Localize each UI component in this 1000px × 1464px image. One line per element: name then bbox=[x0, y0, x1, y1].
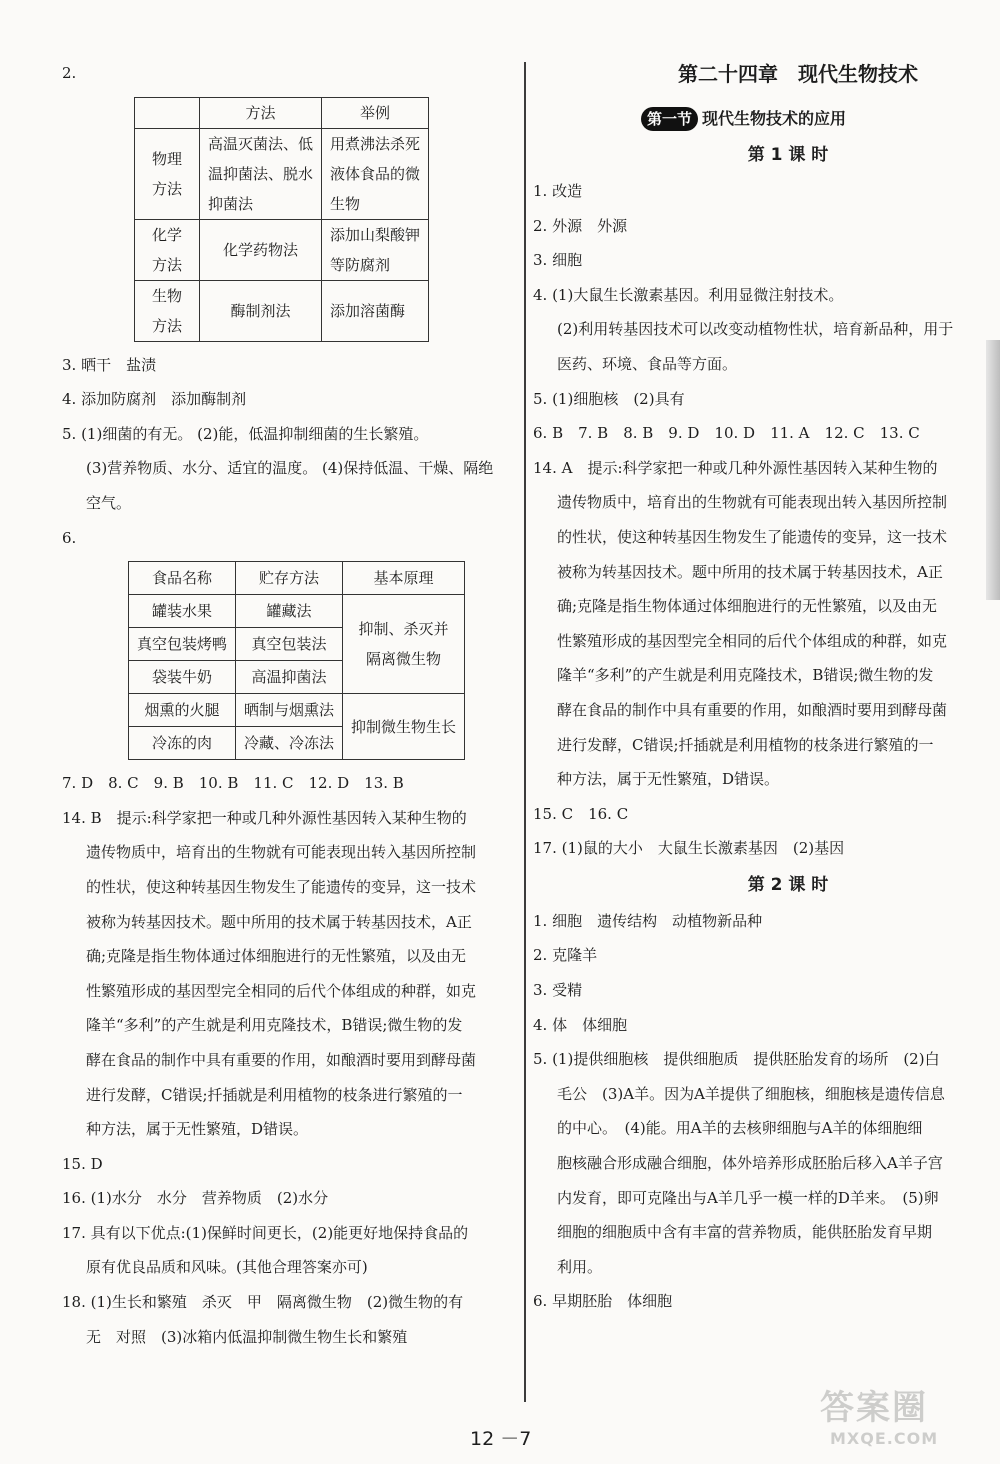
answer-line: 酵在食品的制作中具有重要的作用，如酿酒时要用到酵母菌 bbox=[86, 1050, 477, 1069]
row-label-chemical: 化学 方法 bbox=[135, 219, 200, 280]
food-cell: 真空包装烤鸭 bbox=[129, 628, 236, 661]
answer-line: 6. bbox=[62, 528, 77, 547]
question-2-label: 2. bbox=[62, 64, 77, 82]
answer-line: 2. 克隆羊 bbox=[533, 946, 598, 965]
answer-line: 3. 细胞 bbox=[533, 251, 583, 270]
answer-line: 1. 改造 bbox=[533, 182, 583, 200]
answer-line: 18. (1)生长和繁殖 杀灭 甲 隔离微生物 (2)微生物的有 bbox=[62, 1293, 464, 1312]
table-row bbox=[135, 128, 429, 219]
table2-header-method: 贮存方法 bbox=[236, 562, 343, 595]
answer-line: 原有优良品质和风味。(其他合理答案亦可) bbox=[86, 1258, 368, 1277]
food-storage-table bbox=[128, 561, 465, 760]
answer-line: 5. (1)细菌的有无。 (2)能，低温抑制细菌的生长繁殖。 bbox=[62, 424, 429, 443]
principle-cell: 抑制微生物生长 bbox=[343, 694, 465, 760]
answer-line: 17. (1)鼠的大小 大鼠生长激素基因 (2)基因 bbox=[533, 839, 845, 858]
method-cell: 真空包装法 bbox=[236, 628, 343, 661]
answer-line: 4. 体 体细胞 bbox=[533, 1015, 628, 1034]
page-number: 12 －7 bbox=[470, 1428, 532, 1450]
answer-line: 5. (1)细胞核 (2)具有 bbox=[533, 389, 685, 408]
answer-line: 3. 受精 bbox=[533, 981, 583, 1000]
food-cell: 冷冻的肉 bbox=[129, 727, 236, 760]
watermark-logo: 答案圈 bbox=[820, 1388, 928, 1428]
section-badge: 第一节 bbox=[641, 107, 698, 131]
answer-line: 遗传物质中，培育出的生物就有可能表现出转入基因所控制 bbox=[86, 843, 477, 862]
answer-line: 无 对照 (3)冰箱内低温抑制微生物生长和繁殖 bbox=[86, 1327, 408, 1346]
lesson-2-heading: 第 2 课 时 bbox=[747, 874, 829, 895]
table-row bbox=[129, 595, 465, 628]
food-cell: 烟熏的火腿 bbox=[129, 694, 236, 727]
answer-line: 5. (1)提供细胞核 提供细胞质 提供胚胎发育的场所 (2)白 bbox=[533, 1050, 940, 1069]
answer-line: 被称为转基因技术。题中所用的技术属于转基因技术，A正 bbox=[86, 912, 472, 931]
answer-line: 17. 具有以下优点:(1)保鲜时间更长，(2)能更好地保持食品的 bbox=[62, 1223, 469, 1242]
answer-line: 进行发酵，C错误;扦插就是利用植物的枝条进行繁殖的一 bbox=[86, 1085, 463, 1104]
answer-line: 空气。 bbox=[86, 493, 132, 512]
principle-cell: 抑制、杀灭并 隔离微生物 bbox=[343, 595, 465, 694]
watermark-url: MXQE.COM bbox=[830, 1429, 939, 1448]
answer-line: 6. 早期胚胎 体细胞 bbox=[533, 1292, 673, 1311]
table2-header-principle: 基本原理 bbox=[343, 562, 465, 595]
preservation-methods-table bbox=[134, 97, 429, 342]
answer-line: 的性状，使这种转基因生物发生了能遗传的变异，这一技术 bbox=[557, 527, 948, 546]
answer-line: 利用。 bbox=[557, 1257, 603, 1276]
answer-line: 内发育，即可克隆出与A羊几乎一模一样的D羊来。 (5)卵 bbox=[557, 1188, 939, 1207]
example-cell: 用煮沸法杀死 液体食品的微 生物 bbox=[322, 128, 429, 219]
answer-line: 2. 外源 外源 bbox=[533, 216, 628, 235]
answer-line: 确;克隆是指生物体通过体细胞进行的无性繁殖，以及由无 bbox=[557, 597, 938, 616]
answer-line: 细胞的细胞质中含有丰富的营养物质，能供胚胎发育早期 bbox=[557, 1223, 933, 1242]
row-label-physical: 物理 方法 bbox=[135, 128, 200, 219]
answer-line: 胞核融合形成融合细胞，体外培养形成胚胎后移入A羊子宫 bbox=[557, 1154, 943, 1173]
answer-line: 酵在食品的制作中具有重要的作用，如酿酒时要用到酵母菌 bbox=[557, 700, 948, 719]
table2-header-food: 食品名称 bbox=[129, 562, 236, 595]
page-edge-shadow bbox=[986, 340, 1000, 600]
example-cell: 添加山梨酸钾 等防腐剂 bbox=[322, 219, 429, 280]
answer-line: 16. (1)水分 水分 营养物质 (2)水分 bbox=[62, 1189, 329, 1208]
food-cell: 袋装牛奶 bbox=[129, 661, 236, 694]
answer-line: 种方法，属于无性繁殖，D错误。 bbox=[86, 1120, 309, 1139]
watermark bbox=[820, 1380, 980, 1460]
answer-line: 性繁殖形成的基因型完全相同的后代个体组成的种群，如克 bbox=[557, 631, 948, 650]
answer-line: 14. A 提示:科学家把一种或几种外源性基因转入某种生物的 bbox=[533, 458, 938, 477]
table1-header-blank bbox=[135, 97, 200, 128]
section-heading bbox=[641, 102, 983, 136]
answer-line: 的中心。 (4)能。用A羊的去核卵细胞与A羊的体细胞细 bbox=[557, 1119, 923, 1138]
method-cell: 酶制剂法 bbox=[200, 280, 322, 341]
answer-line: 遗传物质中，培育出的生物就有可能表现出转入基因所控制 bbox=[557, 493, 948, 512]
example-cell: 添加溶菌酶 bbox=[322, 280, 429, 341]
table1-header-example: 举例 bbox=[322, 97, 429, 128]
answer-line: 4. 添加防腐剂 添加酶制剂 bbox=[62, 390, 247, 409]
answer-line: 6. B 7. B 8. B 9. D 10. D 11. A 12. C 13. C bbox=[533, 424, 920, 443]
table-row bbox=[135, 219, 429, 280]
answer-line: 1. 细胞 遗传结构 动植物新品种 bbox=[533, 911, 763, 930]
answer-line: 毛公 (3)A羊。因为A羊提供了细胞核，细胞核是遗传信息 bbox=[557, 1084, 945, 1103]
answer-line: 15. D bbox=[62, 1154, 103, 1173]
answer-line: 7. D 8. C 9. B 10. B 11. C 12. D 13. B bbox=[62, 774, 404, 793]
answer-line: 3. 晒干 盐渍 bbox=[62, 355, 157, 374]
method-cell: 罐藏法 bbox=[236, 595, 343, 628]
left-column bbox=[62, 56, 524, 1354]
method-cell: 晒制与烟熏法 bbox=[236, 694, 343, 727]
answer-line: 医药、环境、食品等方面。 bbox=[557, 354, 738, 373]
method-cell: 高温灭菌法、低 温抑菌法、脱水 抑菌法 bbox=[200, 128, 322, 219]
chapter-title: 第二十四章 现代生物技术 bbox=[678, 62, 918, 86]
lesson-1-heading: 第 1 课 时 bbox=[747, 145, 829, 165]
section-title: 现代生物技术的应用 bbox=[702, 109, 847, 128]
food-cell: 罐装水果 bbox=[129, 595, 236, 628]
column-divider bbox=[524, 62, 526, 1402]
answer-line: 14. B 提示:科学家把一种或几种外源性基因转入某种生物的 bbox=[62, 808, 467, 827]
method-cell: 高温抑菌法 bbox=[236, 661, 343, 694]
answer-line: 确;克隆是指生物体通过体细胞进行的无性繁殖，以及由无 bbox=[86, 947, 467, 966]
row-label-biological: 生物 方法 bbox=[135, 280, 200, 341]
right-column bbox=[533, 56, 983, 1319]
table-row bbox=[135, 280, 429, 341]
method-cell: 化学药物法 bbox=[200, 219, 322, 280]
answer-line: (3)营养物质、水分、适宜的温度。 (4)保持低温、干燥、隔绝 bbox=[86, 459, 494, 478]
method-cell: 冷藏、冷冻法 bbox=[236, 727, 343, 760]
answer-line: 种方法，属于无性繁殖，D错误。 bbox=[557, 770, 780, 789]
answer-line: 隆羊“多利”的产生就是利用克隆技术，B错误;微生物的发 bbox=[557, 666, 934, 685]
answer-line: 15. C 16. C bbox=[533, 804, 629, 823]
answer-line: (2)利用转基因技术可以改变动植物性状，培育新品种，用于 bbox=[557, 320, 954, 339]
answer-line: 4. (1)大鼠生长激素基因。利用显微注射技术。 bbox=[533, 285, 844, 304]
answer-line: 性繁殖形成的基因型完全相同的后代个体组成的种群，如克 bbox=[86, 981, 477, 1000]
answer-line: 的性状，使这种转基因生物发生了能遗传的变异，这一技术 bbox=[86, 877, 477, 896]
table-row bbox=[129, 694, 465, 727]
answer-line: 被称为转基因技术。题中所用的技术属于转基因技术，A正 bbox=[557, 562, 943, 581]
table1-header-method: 方法 bbox=[200, 97, 322, 128]
answer-line: 隆羊“多利”的产生就是利用克隆技术，B错误;微生物的发 bbox=[86, 1016, 463, 1035]
answer-line: 进行发酵，C错误;扦插就是利用植物的枝条进行繁殖的一 bbox=[557, 735, 934, 754]
